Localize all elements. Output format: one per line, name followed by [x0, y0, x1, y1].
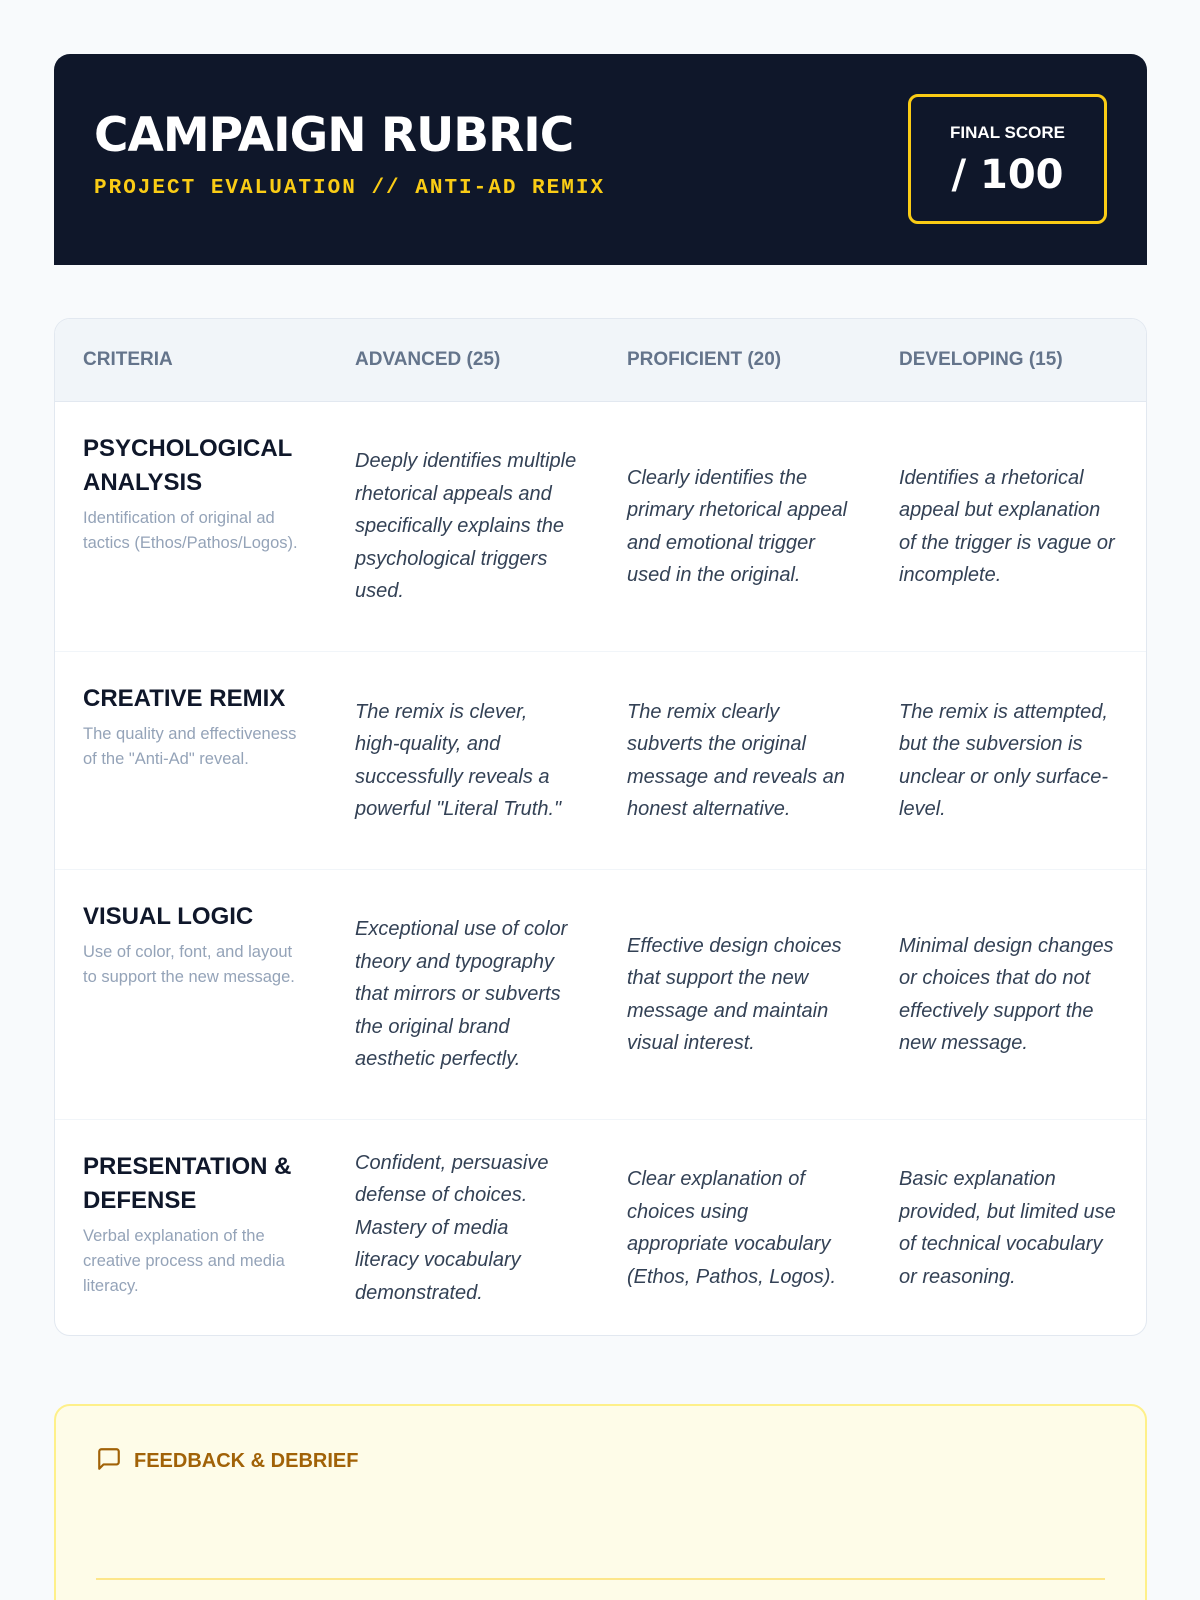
- rubric-header: [54, 54, 1147, 265]
- developing-cell: [871, 652, 1143, 869]
- column-header-developing: DEVELOPING (15): [899, 349, 1063, 370]
- advanced-text: Deeply identifies multiple rhetorical appeals and specifically explains the psychological triggers used.: [355, 450, 577, 603]
- message-square-icon: [96, 1446, 122, 1477]
- criteria-cell: [55, 1120, 327, 1336]
- developing-cell: [871, 870, 1143, 1119]
- table-row: [55, 870, 1146, 1120]
- feedback-panel: [54, 1404, 1147, 1600]
- criteria-description: Verbal explanation of the creative process and media literacy.: [83, 1227, 285, 1295]
- advanced-cell: [327, 1120, 599, 1336]
- advanced-cell: [327, 402, 599, 651]
- developing-text: Basic explanation provided, but limited use of technical vocabulary or reasoning.: [899, 1168, 1116, 1288]
- proficient-text: Clearly identifies the primary rhetorical appeal and emotional trigger used in the original.: [627, 466, 848, 586]
- proficient-cell: [599, 870, 871, 1119]
- proficient-cell: [599, 402, 871, 651]
- feedback-header: [96, 1446, 358, 1477]
- criteria-cell: [55, 402, 327, 651]
- column-header-criteria: CRITERIA: [83, 349, 173, 370]
- advanced-cell: [327, 870, 599, 1119]
- developing-cell: [871, 402, 1143, 651]
- table-row: [55, 1120, 1146, 1336]
- final-score-value: / 100: [951, 152, 1064, 198]
- criteria-title: VISUAL LOGIC: [83, 903, 254, 930]
- developing-text: The remix is attempted, but the subversion is unclear or only surface-level.: [899, 700, 1108, 820]
- criteria-cell: [55, 652, 327, 869]
- criteria-description: Identification of original ad tactics (Ethos/Pathos/Logos).: [83, 509, 298, 552]
- table-row: [55, 652, 1146, 870]
- proficient-text: The remix clearly subverts the original message and reveals an honest alternative.: [627, 700, 845, 820]
- criteria-description: The quality and effectiveness of the "Anti-Ad" reveal.: [83, 725, 297, 768]
- proficient-cell: [599, 1120, 871, 1336]
- proficient-text: Clear explanation of choices using appropriate vocabulary (Ethos, Pathos, Logos).: [627, 1168, 837, 1288]
- rubric-table: [54, 318, 1147, 1336]
- advanced-text: Exceptional use of color theory and typography that mirrors or subverts the original brand aesthetic perfectly.: [355, 918, 568, 1071]
- final-score-box: [908, 94, 1107, 224]
- proficient-text: Effective design choices that support the new message and maintain visual interest.: [627, 934, 842, 1054]
- criteria-title: PSYCHOLOGICAL ANALYSIS: [83, 435, 292, 496]
- advanced-text: The remix is clever, high-quality, and successfully reveals a powerful "Literal Truth.": [355, 700, 562, 820]
- final-score-label: FINAL SCORE: [950, 123, 1065, 142]
- feedback-title: FEEDBACK & DEBRIEF: [134, 1450, 359, 1472]
- developing-text: Minimal design changes or choices that do not effectively support the new message.: [899, 934, 1114, 1054]
- advanced-text: Confident, persuasive defense of choices. Mastery of media literacy vocabulary demonstrated.: [355, 1151, 549, 1304]
- table-row: [55, 402, 1146, 652]
- criteria-title: CREATIVE REMIX: [83, 685, 286, 712]
- developing-cell: [871, 1120, 1143, 1336]
- developing-text: Identifies a rhetorical appeal but explanation of the trigger is vague or incomplete.: [899, 466, 1115, 586]
- feedback-writing-line: [96, 1578, 1105, 1580]
- advanced-cell: [327, 652, 599, 869]
- table-header: [55, 319, 1146, 402]
- page-title: CAMPAIGN RUBRIC: [94, 108, 574, 163]
- criteria-cell: [55, 870, 327, 1119]
- page-subtitle: PROJECT EVALUATION // ANTI-AD REMIX: [94, 177, 606, 200]
- criteria-description: Use of color, font, and layout to support the new message.: [83, 943, 295, 986]
- criteria-title: PRESENTATION & DEFENSE: [83, 1153, 292, 1214]
- column-header-proficient: PROFICIENT (20): [627, 349, 782, 370]
- column-header-advanced: ADVANCED (25): [355, 349, 501, 370]
- proficient-cell: [599, 652, 871, 869]
